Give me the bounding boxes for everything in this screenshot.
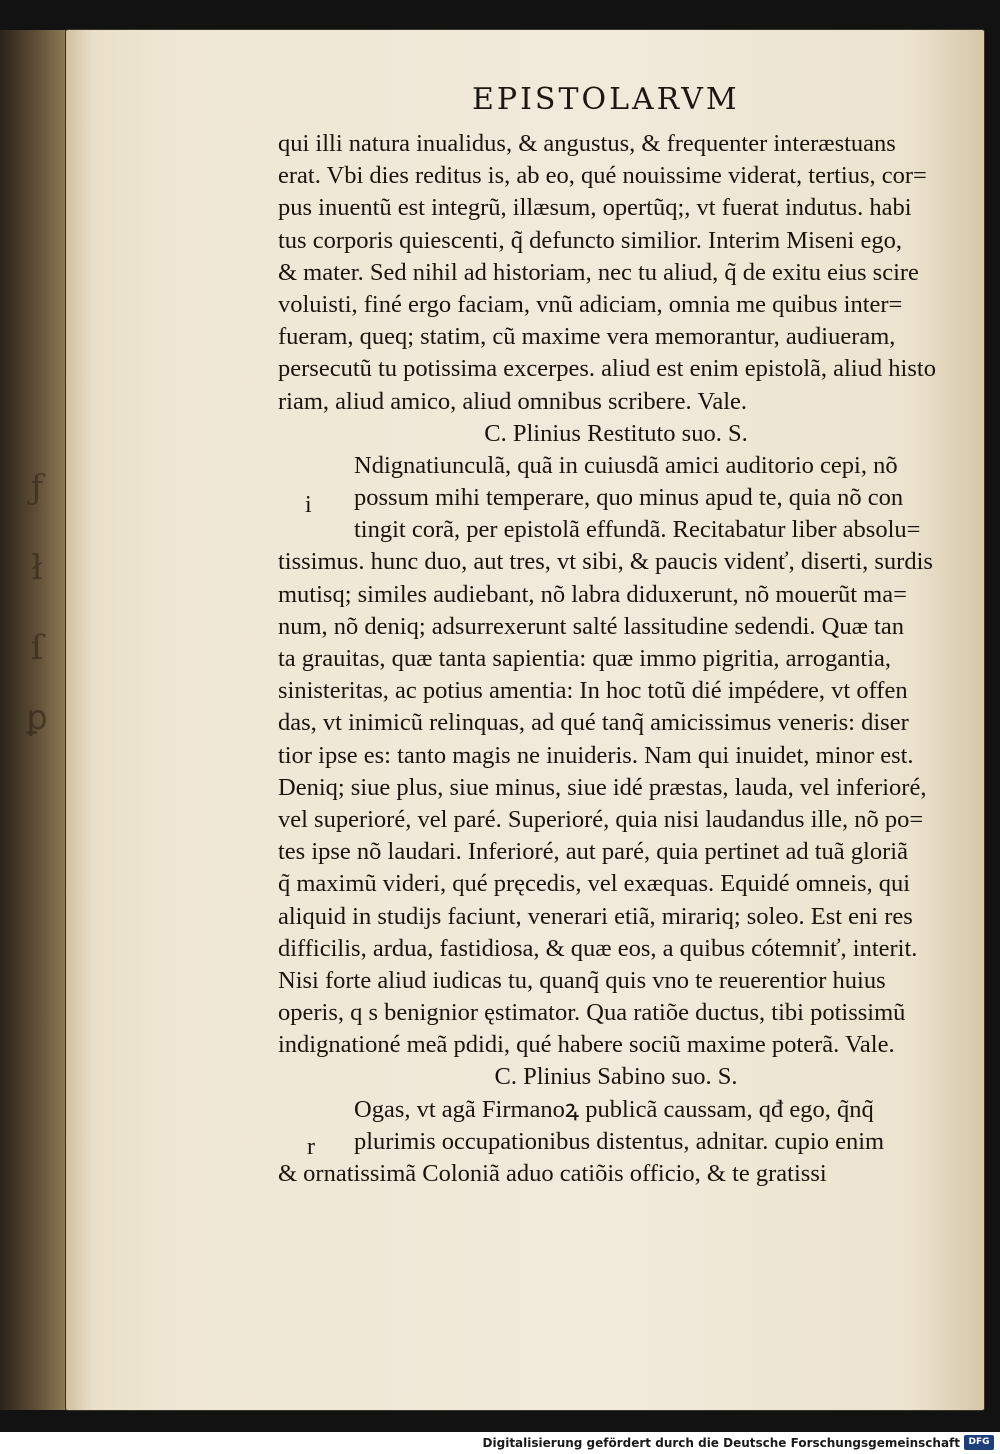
text-line: difficilis, ardua, fastidiosa, & quæ eos, a quibus cótemniť, interit. xyxy=(278,934,918,962)
text-line: voluisti, finé ergo faciam, vnũ adiciam, omnia me quibus inter= xyxy=(278,290,903,318)
footer-credit: Digitalisierung gefördert durch die Deutsche Forschungsgemeinschaft xyxy=(482,1436,960,1450)
guide-letter: r xyxy=(307,1134,315,1160)
text-line: persecutũ tu potissima excerpes. aliud est enim epistolã, aliud histo xyxy=(278,355,936,383)
text-line: ta grauitas, quæ tanta sapientia: quæ immo pigritia, arrogantia, xyxy=(278,645,892,672)
text-line: q̃ maximũ videri, qué pręcedis, vel exæquas. Equidé omneis, qui xyxy=(278,870,911,898)
text-line: mutisq; similes audiebant, nõ labra diduxerunt, nõ mouerũt ma= xyxy=(278,580,907,608)
text-line: Nisi forte aliud iudicas tu, quanq̃ quis vno te reuerentior huius xyxy=(278,966,886,994)
dfg-logo-icon: DFG xyxy=(964,1435,994,1450)
text-line: riam, aliud amico, aliud omnibus scribere. Vale. xyxy=(278,387,748,415)
text-line: Ndignatiunculã, quã in cuiusdã amici auditorio cepi, nõ xyxy=(354,451,898,479)
guide-letter: i xyxy=(305,492,312,518)
bleed-through-mark: ł xyxy=(31,548,43,588)
text-line: Deniq; siue plus, siue minus, siue idé præstas, lauda, vel inferioré, xyxy=(278,773,927,801)
text-line: tes ipse nõ laudari. Inferioré, aut paré, quia pertinet ad tuã gloriã xyxy=(278,838,908,866)
text-line: aliquid in studijs faciunt, venerari etiã, mirariq; soleo. Est eni res xyxy=(278,902,913,930)
text-line: erat. Vbi dies reditus is, ab eo, qué nouissime viderat, tertius, cor= xyxy=(278,162,927,190)
text-line: sinisteritas, ac potius amentia: In hoc totũ dié impédere, vt offen xyxy=(278,677,908,705)
text-line: plurimis occupationibus distentus, adnitar. cupio enim xyxy=(354,1127,885,1155)
text-line: qui illi natura inualidus, & angustus, & frequenter interæstuans xyxy=(278,130,896,157)
letter-heading: C. Plinius Sabino suo. S. xyxy=(494,1063,738,1091)
text-line: tior ipse es: tanto magis ne inuideris. Nam qui inuidet, minor est. xyxy=(278,741,914,769)
text-line: tissimus. hunc duo, aut tres, vt sibi, & paucis videnť, diserti, surdis xyxy=(278,548,933,576)
text-line: tingit corã, per epistolã effundã. Recitabatur liber absolu= xyxy=(354,516,921,544)
text-line: das, vt inimicũ relinquas, ad qué tanq̃ amicissimus veneris: diser xyxy=(278,709,909,737)
text-line: operis, q s benignior ęstimator. Qua ratiõe ductus, tibi potissimũ xyxy=(278,999,906,1027)
text-line: possum mihi temperare, quo minus apud te, quia nõ con xyxy=(354,484,904,512)
text-line: & ornatissimã Coloniã aduo catiõis officio, & te gratissi xyxy=(278,1160,827,1187)
bleed-through-mark: ƒ xyxy=(30,468,44,508)
text-line: num, nõ deniq; adsurrexerunt salté lassitudine sedendi. Quæ tan xyxy=(278,612,904,640)
text-line: & mater. Sed nihil ad historiam, nec tu aliud, q̃ de exitu eius scire xyxy=(278,258,919,286)
text-line: pus inuentũ est integrũ, illæsum, opertũq;, vt fuerat indutus. habi xyxy=(278,194,912,222)
text-line: Ogas, vt agã Firmanoꝝ publicã caussam, qđ ego, q̃nq̃ xyxy=(354,1095,874,1123)
bleed-through-mark: ꝑ xyxy=(26,698,48,738)
bleed-through-mark: ſ xyxy=(30,628,44,668)
text-line: fueram, queq; statim, cũ maxime vera memorantur, audiueram, xyxy=(278,323,896,351)
letter-heading: C. Plinius Restituto suo. S. xyxy=(484,419,748,447)
book-binding xyxy=(0,30,66,1410)
text-line: indignationé meã pdidi, qué habere sociũ maxime poterã. Vale. xyxy=(278,1031,895,1059)
text-line: vel superioré, vel paré. Superioré, quia nisi laudandus ille, nõ po= xyxy=(278,805,924,833)
text-line: tus corporis quiescenti, q̃ defuncto similior. Interim Miseni ego, xyxy=(278,226,902,254)
main-text-block xyxy=(278,128,954,1190)
running-head: EPISTOLARVM xyxy=(472,82,740,117)
